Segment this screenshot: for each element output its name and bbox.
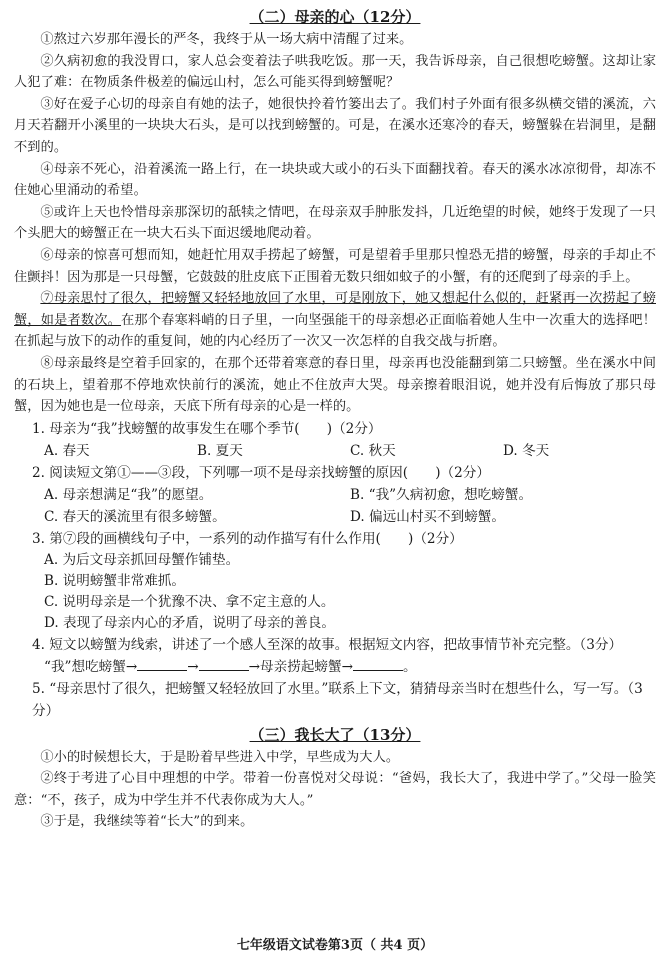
q3-stem: 3. 第⑦段的画横线句子中，一系列的动作描写有什么作用( )（2分）: [32, 530, 463, 547]
q5-stem: 5. “母亲思忖了很久，把螃蟹又轻轻放回了水里。”联系上下文，猜猜母亲当时在想些什么，写一写。（3分）: [32, 680, 643, 719]
page-footer: 七年级语文试卷第3页（ 共4 页）: [236, 938, 434, 953]
s2-paragraph-8: ⑧母亲最终是空着手回家的，在那个还带着寒意的春日里，母亲再也没能翻到第二只螃蟹。坐在溪水中间的石块上，望着那不停地欢快前行的溪流，她止不住放声大哭。母亲擦着眼泪说，她并没有后悔放了那只母蟹，因为她也是一位母亲，天底下所有母亲的心是一样的。: [14, 355, 656, 415]
q3-option-d[interactable]: D. 表现了母亲内心的矛盾，说明了母亲的善良。: [44, 614, 335, 631]
s2-paragraph-3: ③好在爱子心切的母亲自有她的法子，她很快拎着竹篓出去了。我们村子外面有很多纵横交错的溪流，六月天若翻开小溪里的一块块大石头，是可以找到螃蟹的。可是，在溪水还寒冷的春天，螃蟹躲在岩洞里，是翻不到的。: [14, 96, 656, 155]
s2-paragraph-2: ②久病初愈的我没胃口，家人总会变着法子哄我吃饭。那一天，我告诉母亲，自己很想吃螃蟹。这却让家人犯了难：在物质条件极差的偏远山村，怎么可能买得到螃蟹呢？: [14, 53, 656, 91]
q4-plot-chain: [14, 656, 656, 678]
q4-chain-mid: →母亲捞起螃蟹→: [248, 658, 353, 675]
q2-options: [14, 484, 656, 528]
question-1: [14, 418, 656, 462]
q4-stem: 4. 短文以螃蟹为线索，讲述了一个感人至深的故事。根据短文内容，把故事情节补充完整。（3分）: [32, 636, 623, 653]
q1-option-b[interactable]: B. 夏天: [197, 442, 243, 459]
s2-paragraph-7: [14, 288, 656, 353]
q4-blank-3[interactable]: [353, 656, 403, 671]
s2-paragraph-1: ①熬过六岁那年漫长的严冬，我终于从一场大病中清醒了过来。: [40, 32, 413, 47]
question-3: [14, 528, 656, 634]
q3-option-a[interactable]: A. 为后文母亲抓回母蟹作铺垫。: [44, 551, 240, 568]
question-2: [14, 462, 656, 528]
s2-paragraph-5: ⑤或许上天也怜惜母亲那深切的舐犊之情吧，在母亲双手肿胀发抖，几近绝望的时候，她终于发现了一只个头肥大的螃蟹正在一块大石头下面迟缓地爬动着。: [14, 204, 656, 242]
question-4: [14, 634, 656, 678]
q3-option-b[interactable]: B. 说明螃蟹非常难抓。: [44, 572, 185, 589]
q1-option-c[interactable]: C. 秋天: [350, 442, 396, 459]
s3-paragraph-1: ①小的时候想长大，于是盼着早些进入中学，早些成为大人。: [40, 749, 400, 765]
underlined-sentence: ⑦母亲思忖了很久，把螃蟹又轻轻地放回了水里，可是刚放下，她又想起什么似的，赶紧再一次捞起了螃蟹，如是者数次。: [14, 291, 656, 328]
q2-option-b[interactable]: B. “我”久病初愈，想吃螃蟹。: [350, 486, 533, 503]
q4-arrow: →: [187, 658, 199, 675]
q4-blank-1[interactable]: [137, 656, 187, 671]
s3-paragraph-3: ③于是，我继续等着“长大”的到来。: [40, 814, 254, 830]
s2-paragraph-4: ④母亲不死心，沿着溪流一路上行，在一块块或大或小的石头下面翻找着。春天的溪水冰凉彻骨，却冻不住她心里涌动的希望。: [14, 161, 656, 199]
q4-blank-2[interactable]: [199, 656, 249, 671]
question-5: [14, 678, 656, 722]
s3-paragraph-2: ②终于考进了心目中理想的中学。带着一份喜悦对父母说：“爸妈，我长大了，我进中学了。”父母一脸笑意：“不，孩子，成为中学生并不代表你成为大人。”: [14, 771, 656, 808]
section-2-title: （二）母亲的心（12分）: [249, 8, 421, 26]
q4-chain-start: “我”想吃螃蟹→: [44, 658, 138, 675]
q2-option-d[interactable]: D. 偏远山村买不到螃蟹。: [350, 508, 505, 525]
q1-stem: 1. 母亲为“我”找螃蟹的故事发生在哪个季节( )（2分）: [32, 420, 382, 437]
p7-rest: 在那个春寒料峭的日子里，一向坚强能干的母亲想必正面临着她人生中一次重大的选择吧！在抓起与放下的动作的重复间，她的内心经历了一次又一次怎样的自我交战与折磨。: [14, 312, 656, 350]
section-3-title: （三）我长大了（13分）: [249, 725, 421, 744]
q3-option-c[interactable]: C. 说明母亲是一个犹豫不决、拿不定主意的人。: [44, 593, 335, 610]
s2-paragraph-6: ⑥母亲的惊喜可想而知，她赶忙用双手捞起了螃蟹，可是望着手里那只惶恐无措的螃蟹，母亲的手却止不住颤抖！因为那是一只母蟹，它鼓鼓的肚皮底下正围着无数只细如蚊子的小蟹，有的还爬到了母亲的手上。: [14, 247, 656, 285]
q2-stem: 2. 阅读短文第①——③段，下列哪一项不是母亲找螃蟹的原因( )（2分）: [32, 464, 490, 481]
q2-option-a[interactable]: A. 母亲想满足“我”的愿望。: [44, 486, 213, 503]
q4-chain-end: 。: [403, 658, 417, 675]
q2-option-c[interactable]: C. 春天的溪流里有很多螃蟹。: [44, 508, 226, 525]
q1-options: [14, 440, 656, 462]
q1-option-a[interactable]: A. 春天: [44, 442, 90, 459]
q3-options: [14, 550, 656, 634]
q1-option-d[interactable]: D. 冬天: [503, 442, 550, 459]
